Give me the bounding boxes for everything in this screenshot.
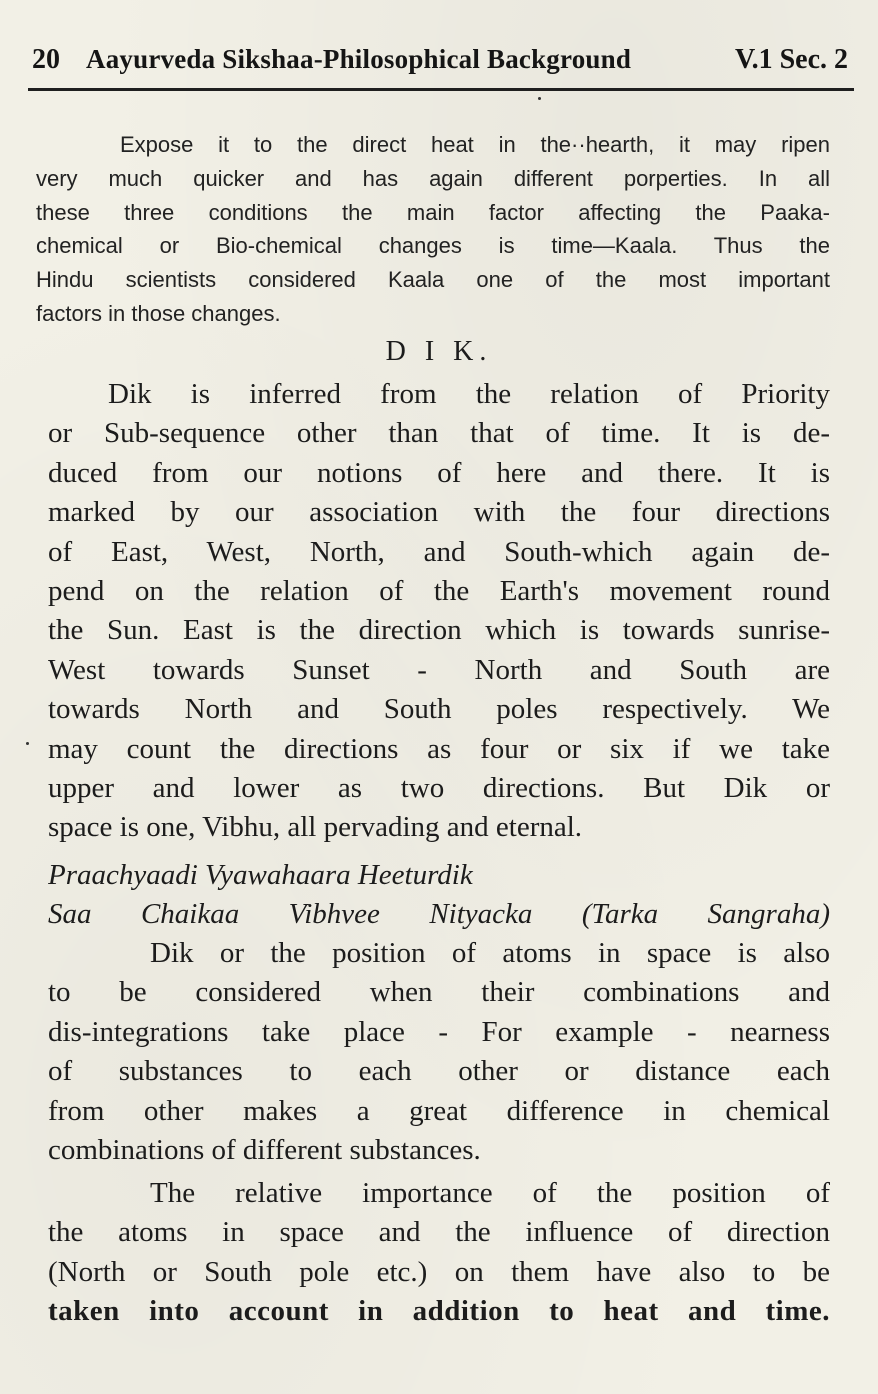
- relative-paragraph: [48, 1174, 830, 1332]
- text-line: from other makes a great difference in chemical: [48, 1094, 830, 1127]
- text-line: chemical or Bio-chemical changes is time—Kaala. Thus the: [36, 233, 830, 259]
- dik-paragraph: [48, 375, 830, 848]
- text-line: very much quicker and has again different porperties. In all: [36, 165, 830, 191]
- text-line: dis-integrations take place - For example - nearness: [48, 1015, 830, 1048]
- text-line: combinations of different substances.: [48, 1134, 481, 1167]
- position-paragraph: [48, 934, 830, 1170]
- text-line: of substances to each other or distance each: [48, 1055, 830, 1088]
- text-line: factors in those changes.: [36, 300, 281, 326]
- text-line: pend on the relation of the Earth's movement round: [48, 575, 830, 608]
- text-line: duced from our notions of here and there. It is: [48, 456, 830, 489]
- text-line: to be considered when their combinations and: [48, 976, 830, 1009]
- text-line: taken into account in addition to heat and time.: [48, 1295, 830, 1328]
- text-line: or Sub-sequence other than that of time. It is de-: [48, 417, 830, 450]
- page-number: 20: [32, 44, 60, 75]
- header-rule: [28, 88, 854, 91]
- text-line: upper and lower as two directions. But Dik or: [48, 772, 830, 805]
- section-heading: D I K.: [385, 336, 493, 367]
- text-line: marked by our association with the four directions: [48, 496, 830, 529]
- text-line: space is one, Vibhu, all pervading and eternal.: [48, 811, 583, 844]
- text-line: these three conditions the main factor affecting the Paaka-: [36, 199, 830, 225]
- verse-line: Praachyaadi Vyawahaara Heeturdik: [48, 859, 473, 891]
- text-line: Dik is inferred from the relation of Priority: [108, 378, 830, 410]
- text-line: Expose it to the direct heat in the··hearth, it may ripen: [120, 132, 830, 157]
- text-line: Hindu scientists considered Kaala one of the most important: [36, 267, 830, 293]
- text-line: Dik or the position of atoms in space is also: [150, 937, 830, 969]
- text-line: may count the directions as four or six if we take: [48, 732, 830, 765]
- text-line: (North or South pole etc.) on them have also to be: [48, 1255, 830, 1288]
- text-line: of East, West, North, and South-which again de-: [48, 535, 830, 568]
- verse-line: Saa Chaikaa Vibhvee Nityacka (Tarka Sangraha): [48, 898, 830, 931]
- text-line: The relative importance of the position of: [150, 1177, 830, 1209]
- text-line: the Sun. East is the direction which is towards sunrise-: [48, 614, 830, 647]
- volume-section: V.1 Sec. 2: [734, 44, 848, 75]
- sanskrit-verse: [48, 856, 830, 935]
- ink-speck: [26, 742, 29, 745]
- text-line: towards North and South poles respectively. We: [48, 693, 830, 726]
- text-line: the atoms in space and the influence of direction: [48, 1216, 830, 1249]
- intro-paragraph: [36, 128, 830, 331]
- running-title: Aayurveda Sikshaa-Philosophical Background: [86, 44, 632, 74]
- ink-speck: [538, 97, 541, 100]
- page-header: [32, 44, 848, 84]
- text-line: West towards Sunset - North and South are: [48, 653, 830, 686]
